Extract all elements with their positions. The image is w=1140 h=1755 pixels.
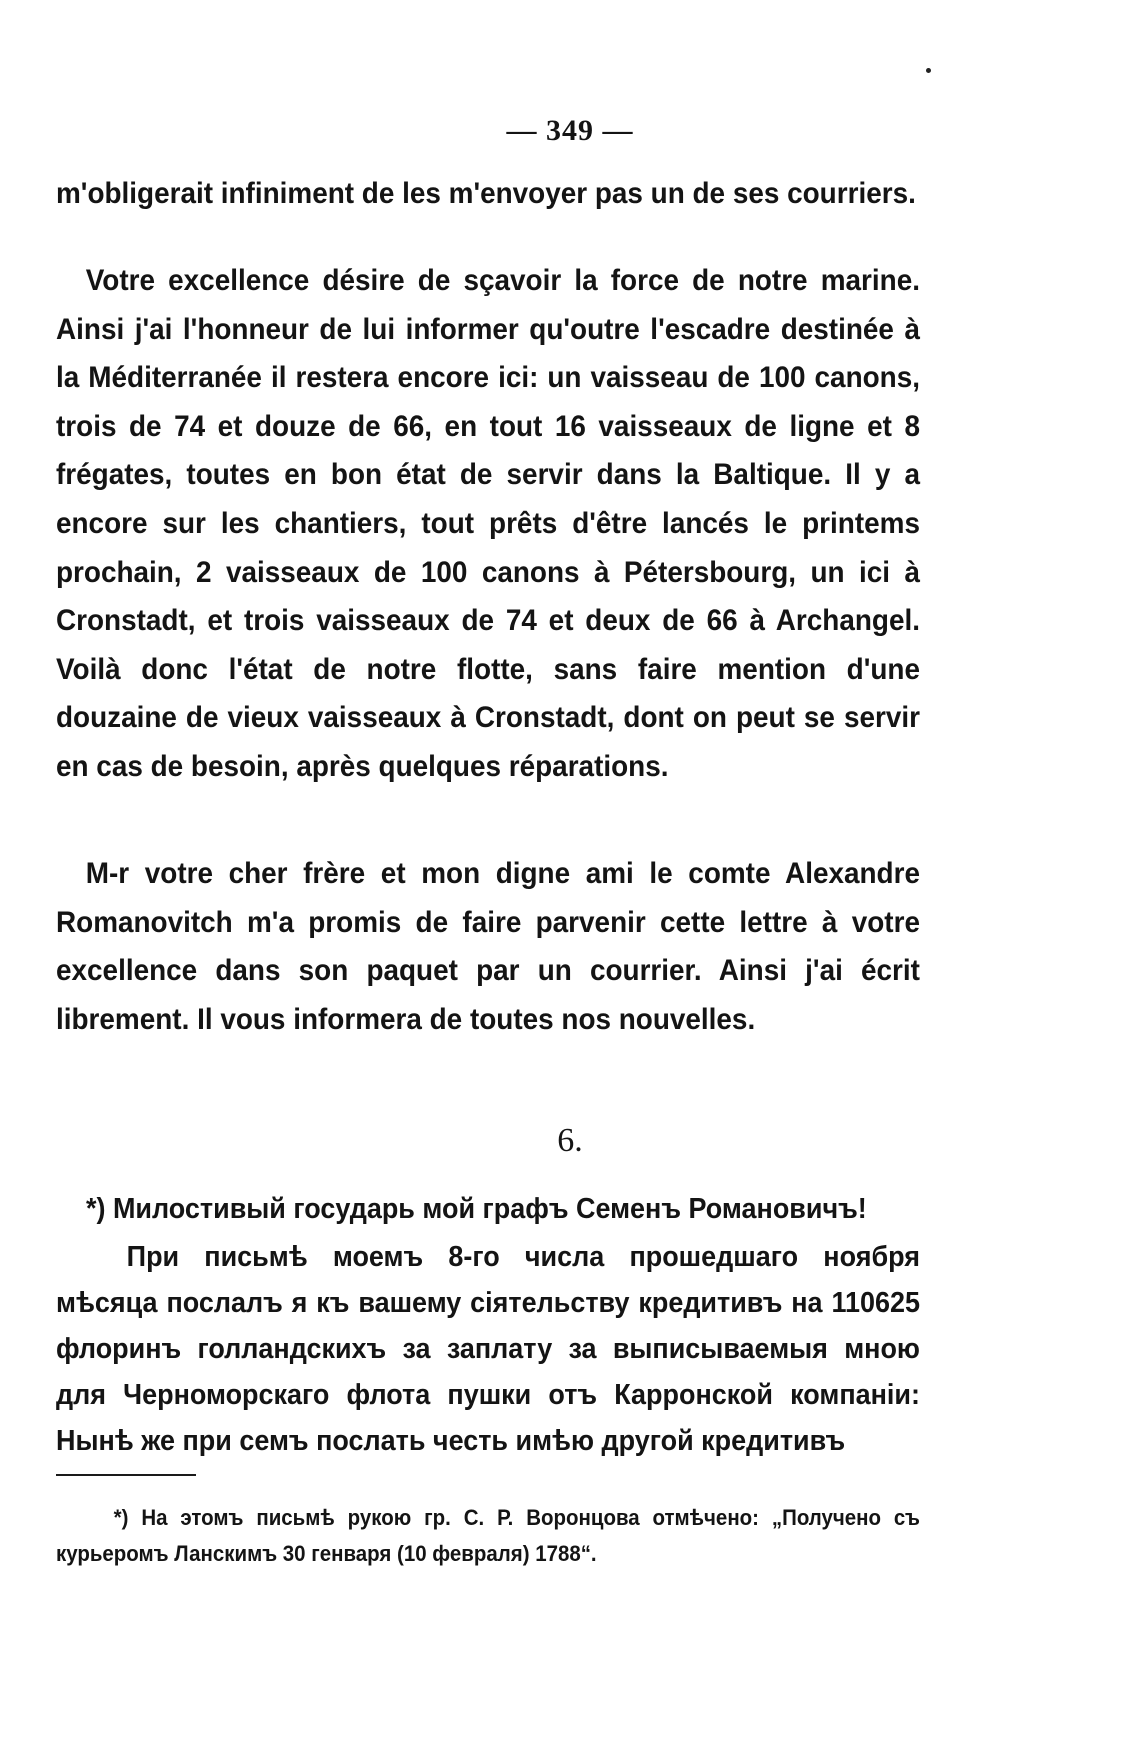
page-number: — 349 — <box>506 114 634 147</box>
letter-salutation: *) Милостивый государь мой графъ Семенъ Романовичъ! <box>86 1193 867 1225</box>
french-paragraph-2 <box>56 257 920 792</box>
french-paragraph-1 <box>56 170 920 219</box>
footnote-divider <box>56 1474 196 1476</box>
print-speck <box>926 68 931 73</box>
french-paragraph-3 <box>56 850 920 1044</box>
paragraph-text: m'obligerait infiniment de les m'envoyer pas un de ses courriers. <box>56 177 916 210</box>
letter-body: При письмѣ моемъ 8-го числа прошедшаго ноября мѣсяца послалъ я къ вашему сіятельству кредитивъ на 110625 флоринъ голландскихъ за заплату за выписываемыя мною для Черноморскаго флота пушки отъ Карронской компаніи: Нынѣ же при семъ послать честь имѣю другой кредитивъ <box>56 1241 920 1457</box>
paragraph-text: Votre excellence désire de sçavoir la force de notre marine. Ainsi j'ai l'honneur de lui informer qu'outre l'escadre destinée à la Méditerranée il restera encore ici: un vaisseau de 100 canons, trois de 74 et douze de 66, en tout 16 vaisseaux de ligne et 8 frégates, toutes en bon état de servir dans la Baltique. Il y a encore sur les chantiers, tout prêts d'être lancés le printems prochain, 2 vaisseaux de 100 canons à Pétersbourg, un ici à Cronstadt, et trois vaisseaux de 74 et deux de 66 à Archangel. Voilà donc l'état de notre flotte, sans faire mention d'une douzaine de vieux vaisseaux à Cronstadt, dont on peut se servir en cas de besoin, après quelques réparations. <box>56 264 920 783</box>
letter-number: 6. <box>557 1122 583 1159</box>
footnote: *) На этомъ письмѣ рукою гр. С. Р. Воронцова отмѣчено: „Получено съ курьеромъ Ланскимъ 30 генваря (10 февраля) 1788“. <box>56 1505 920 1566</box>
paragraph-text: M-r votre cher frère et mon digne ami le comte Alexandre Romanovitch m'a promis de faire parvenir cette lettre à votre excellence dans son paquet par un courrier. Ainsi j'ai écrit librement. Il vous informera de toutes nos nouvelles. <box>56 857 920 1036</box>
